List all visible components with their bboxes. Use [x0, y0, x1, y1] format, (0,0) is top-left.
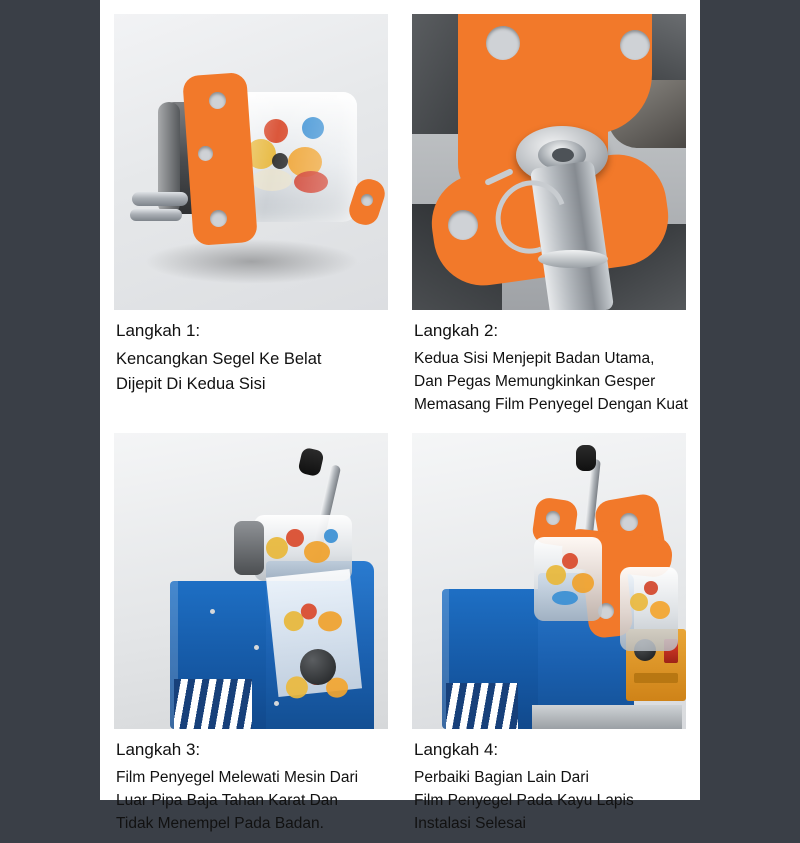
- step-3-title: Langkah 3:: [116, 739, 201, 759]
- step-2-photo: [412, 14, 686, 310]
- step-4-photo: [412, 433, 686, 729]
- step-1-line-2: Dijepit Di Kedua Sisi: [116, 374, 266, 393]
- step-4-line-3: Instalasi Selesai: [414, 815, 527, 833]
- step-1-caption: [114, 310, 388, 404]
- striped-panel: [446, 683, 518, 729]
- step-3-caption: [114, 729, 388, 843]
- step-2-line-2: Dan Pegas Memungkinkan Gesper: [414, 373, 656, 391]
- step-2-line-1: Kedua Sisi Menjepit Badan Utama,: [414, 349, 655, 367]
- step-3-line-2: Luar Pipa Baja Tahan Karat Dan: [116, 791, 339, 809]
- step-3-photo: [114, 433, 388, 729]
- steel-shaft: [132, 192, 188, 206]
- step-cell-1: [114, 14, 400, 425]
- step-3-line-1: Film Penyegel Melewati Mesin Dari: [116, 768, 359, 786]
- step-4-line-2: Film Penyegel Pada Kayu Lapis: [414, 791, 634, 809]
- step-cell-2: [400, 14, 686, 425]
- step-cell-3: [114, 433, 400, 843]
- step-1-title: Langkah 1:: [116, 321, 201, 340]
- step-1-photo: [114, 14, 388, 310]
- step-1-line-1: Kencangkan Segel Ke Belat: [116, 349, 322, 368]
- bracket-hole: [486, 26, 520, 60]
- step-2-line-3: Memasang Film Penyegel Dengan Kuat: [414, 396, 688, 414]
- machine-base: [532, 705, 682, 729]
- step-4-line-1: Perbaiki Bagian Lain Dari: [414, 768, 589, 786]
- step-3-line-3: Tidak Menempel Pada Badan.: [116, 815, 324, 833]
- step-cell-4: [400, 433, 686, 843]
- step-4-caption: [412, 729, 686, 843]
- roller-knob: [300, 649, 336, 685]
- step-2-title: Langkah 2:: [414, 321, 499, 340]
- step-4-title: Langkah 4:: [414, 739, 499, 759]
- product-instruction-sheet: [100, 0, 700, 833]
- steps-grid: [114, 14, 686, 843]
- step-2-caption: [412, 310, 686, 425]
- striped-panel: [174, 679, 252, 729]
